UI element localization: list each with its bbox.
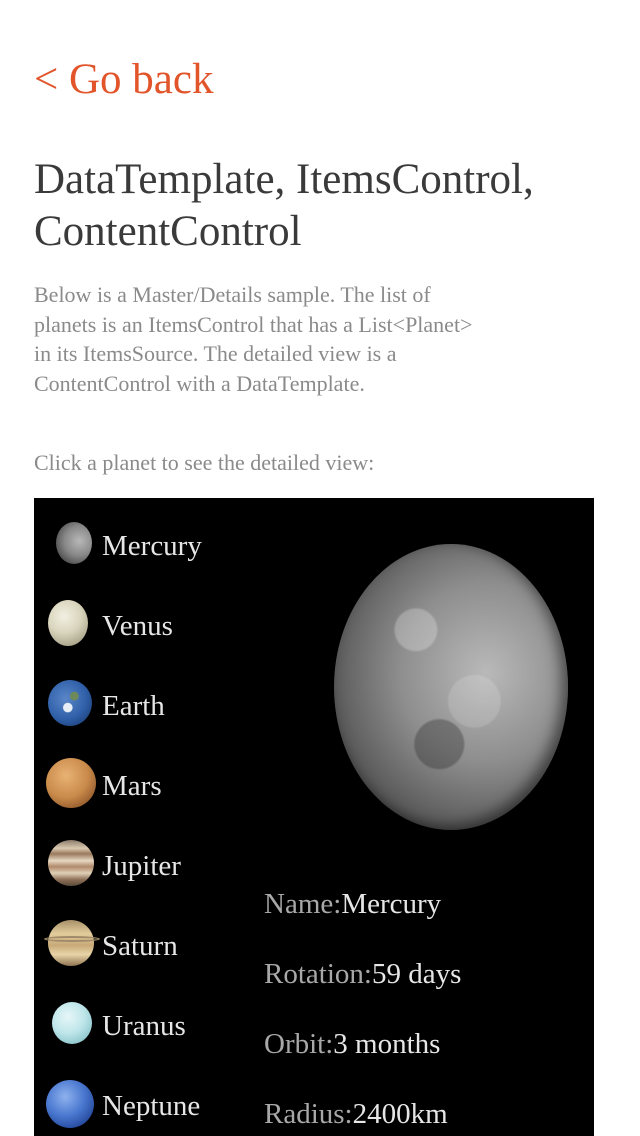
detail-name-value: Mercury bbox=[341, 888, 442, 920]
page-description: Below is a Master/Details sample. The list of planets is an ItemsControl that has a List<Planet> in its ItemsSource. The detailed view is a ContentControl with a DataTemplate. bbox=[34, 282, 473, 396]
planet-name: Mars bbox=[102, 770, 162, 802]
detail-name-label: Name: bbox=[264, 888, 342, 920]
planet-item-mercury[interactable] bbox=[34, 510, 264, 590]
venus-icon bbox=[48, 600, 88, 646]
detail-rotation bbox=[264, 956, 461, 992]
planet-item-venus[interactable] bbox=[34, 590, 264, 670]
detail-radius-value: 2400km bbox=[352, 1098, 448, 1130]
earth-icon bbox=[48, 680, 92, 726]
planet-name: Mercury bbox=[102, 530, 202, 562]
planet-item-neptune[interactable] bbox=[34, 1070, 264, 1136]
planet-item-saturn[interactable] bbox=[34, 910, 264, 990]
mars-icon bbox=[46, 758, 96, 808]
detail-orbit-label: Orbit: bbox=[264, 1028, 334, 1060]
neptune-icon bbox=[46, 1080, 94, 1128]
planet-name: Neptune bbox=[102, 1090, 201, 1122]
uranus-icon bbox=[52, 1002, 92, 1044]
page-hint: Click a planet to see the detailed view: bbox=[34, 450, 375, 475]
planet-item-mars[interactable] bbox=[34, 750, 264, 830]
saturn-icon bbox=[48, 920, 94, 966]
detail-radius-label: Radius: bbox=[264, 1098, 353, 1130]
planet-name: Jupiter bbox=[102, 850, 181, 882]
saturn-ring bbox=[44, 936, 100, 942]
detail-orbit bbox=[264, 1026, 440, 1062]
mercury-icon bbox=[56, 522, 92, 564]
detail-rotation-label: Rotation: bbox=[264, 958, 372, 990]
planet-name: Venus bbox=[102, 610, 173, 642]
selected-planet-image bbox=[334, 544, 568, 830]
go-back-link[interactable]: < Go back bbox=[34, 56, 214, 103]
detail-name bbox=[264, 886, 441, 922]
planet-item-earth[interactable] bbox=[34, 670, 264, 750]
page-title: DataTemplate, ItemsControl, ContentControl bbox=[34, 156, 534, 255]
jupiter-icon bbox=[48, 840, 94, 886]
master-details-panel bbox=[34, 498, 594, 1136]
planet-name: Saturn bbox=[102, 930, 178, 962]
detail-rotation-value: 59 days bbox=[371, 958, 462, 990]
planet-name: Earth bbox=[102, 690, 165, 722]
detail-orbit-value: 3 months bbox=[333, 1028, 441, 1060]
planet-item-jupiter[interactable] bbox=[34, 830, 264, 910]
planet-item-uranus[interactable] bbox=[34, 990, 264, 1070]
planet-name: Uranus bbox=[102, 1010, 186, 1042]
detail-radius bbox=[264, 1096, 448, 1132]
